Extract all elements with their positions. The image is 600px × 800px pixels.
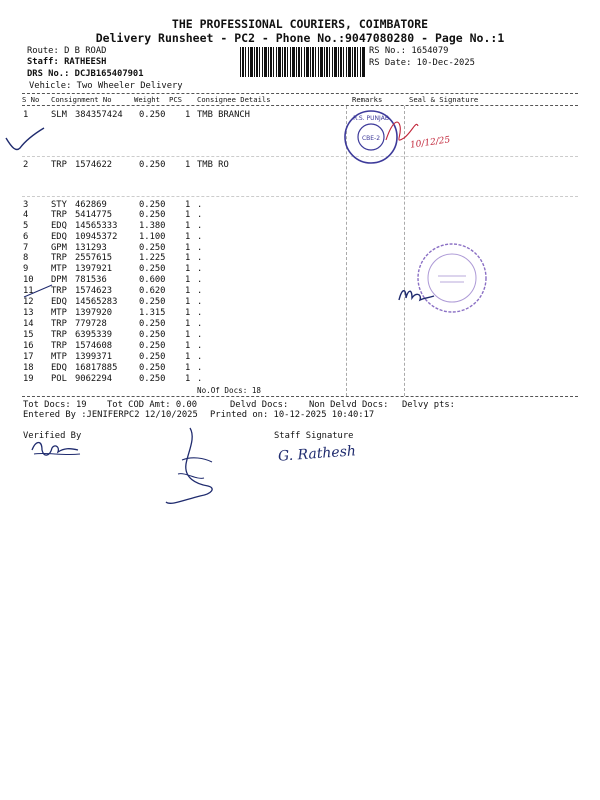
cell-consignee: . [197, 232, 203, 242]
cell-num: 16817885 [75, 363, 118, 373]
cell-sno: 15 [23, 330, 34, 340]
cell-consignee: TMB RO [197, 160, 229, 170]
cell-pcs: 1 [185, 221, 191, 231]
table-row [0, 264, 600, 274]
cell-code: TRP [51, 210, 67, 220]
cell-weight: 0.600 [139, 275, 166, 285]
table-row [0, 200, 600, 210]
cell-sno: 8 [23, 253, 29, 263]
table-row [0, 160, 600, 170]
cell-weight: 0.250 [139, 200, 166, 210]
verified-signature [28, 436, 84, 462]
cell-num: 131293 [75, 243, 107, 253]
cell-num: 10945372 [75, 232, 118, 242]
verified-by-label: Verified By [23, 431, 82, 441]
cell-pcs: 1 [185, 330, 191, 340]
table-row [0, 110, 600, 120]
row11-signature [396, 282, 436, 308]
table-row [0, 243, 600, 253]
cell-sno: 2 [23, 160, 29, 170]
cell-weight: 0.250 [139, 374, 166, 384]
table-row [0, 330, 600, 340]
tot-cod-amt: Tot COD Amt: 0.00 [107, 400, 198, 410]
cell-weight: 0.620 [139, 286, 166, 296]
header-bottom-rule [22, 105, 578, 106]
row1-date-handwriting: 10/12/25 [409, 135, 451, 151]
cell-pcs: 1 [185, 297, 191, 307]
cell-sno: 5 [23, 221, 29, 231]
cell-code: EDQ [51, 297, 67, 307]
cell-weight: 0.250 [139, 363, 166, 373]
col-seal: Seal & Signature [409, 95, 479, 104]
cell-pcs: 1 [185, 319, 191, 329]
row-divider [22, 156, 578, 157]
cell-weight: 0.250 [139, 160, 166, 170]
cell-code: TRP [51, 319, 67, 329]
cell-code: MTP [51, 308, 67, 318]
cell-code: DPM [51, 275, 67, 285]
cell-weight: 0.250 [139, 210, 166, 220]
cell-weight: 1.315 [139, 308, 166, 318]
cell-consignee: . [197, 297, 203, 307]
non-delvd-docs: Non Delvd Docs: [309, 400, 389, 410]
cell-sno: 3 [23, 200, 29, 210]
cell-code: TRP [51, 341, 67, 351]
cell-pcs: 1 [185, 308, 191, 318]
table-row [0, 308, 600, 318]
cell-consignee: . [197, 352, 203, 362]
cell-consignee: . [197, 286, 203, 296]
cell-weight: 0.250 [139, 243, 166, 253]
cell-sno: 11 [23, 286, 34, 296]
col-remarks: Remarks [352, 95, 383, 104]
cell-weight: 0.250 [139, 319, 166, 329]
cell-weight: 0.250 [139, 110, 166, 120]
route-text: Route: D B ROAD [27, 46, 107, 56]
cell-weight: 1.100 [139, 232, 166, 242]
cell-consignee: . [197, 200, 203, 210]
cell-consignee: . [197, 221, 203, 231]
stamp-ring-text: R.S. PUNJAB [353, 115, 389, 122]
tick-mark [2, 122, 46, 156]
cell-pcs: 1 [185, 160, 191, 170]
cell-weight: 0.250 [139, 297, 166, 307]
cell-code: EDQ [51, 221, 67, 231]
cell-consignee: . [197, 253, 203, 263]
cell-num: 1397921 [75, 264, 113, 274]
row1-signature [382, 112, 472, 156]
cell-num: 462869 [75, 200, 107, 210]
cell-num: 9062294 [75, 374, 113, 384]
cell-num: 1574608 [75, 341, 113, 351]
cell-sno: 18 [23, 363, 34, 373]
table-row [0, 253, 600, 263]
cell-weight: 1.225 [139, 253, 166, 263]
cell-pcs: 1 [185, 275, 191, 285]
barcode [240, 47, 366, 77]
cell-num: 779728 [75, 319, 107, 329]
row-divider [22, 196, 578, 197]
cell-consignee: TMB BRANCH [197, 110, 250, 120]
cell-num: 1397920 [75, 308, 113, 318]
cell-code: MTP [51, 352, 67, 362]
cell-num: 781536 [75, 275, 107, 285]
col-consignee: Consignee Details [197, 95, 271, 104]
cell-code: SLM [51, 110, 67, 120]
cell-pcs: 1 [185, 352, 191, 362]
cell-pcs: 1 [185, 374, 191, 384]
cell-sno: 13 [23, 308, 34, 318]
table-row [0, 221, 600, 231]
cell-code: POL [51, 374, 67, 384]
no-of-docs: No.Of Docs: 18 [197, 386, 262, 395]
staff-handwritten-signature: G. Rathesh [277, 443, 357, 465]
table-row [0, 286, 600, 296]
cell-num: 14565283 [75, 297, 118, 307]
cell-num: 2557615 [75, 253, 113, 263]
cell-consignee: . [197, 264, 203, 274]
cell-sno: 4 [23, 210, 29, 220]
col-pcs: PCS [169, 95, 182, 104]
cell-consignee: . [197, 243, 203, 253]
table-row [0, 275, 600, 285]
cell-pcs: 1 [185, 363, 191, 373]
cell-sno: 6 [23, 232, 29, 242]
stamp-center-text: CBE-2 [361, 135, 381, 142]
cell-code: TRP [51, 253, 67, 263]
flourish-signature [160, 422, 230, 508]
cell-code: EDQ [51, 363, 67, 373]
cell-sno: 16 [23, 341, 34, 351]
cell-code: STY [51, 200, 67, 210]
delvy-pts: Delvy pts: [402, 400, 455, 410]
cell-code: TRP [51, 160, 67, 170]
entered-by: Entered By :JENIFERPC2 12/10/2025 [23, 410, 198, 420]
rs-number: RS No.: 1654079 [369, 46, 449, 56]
cell-sno: 12 [23, 297, 34, 307]
cell-sno: 7 [23, 243, 29, 253]
cell-consignee: . [197, 341, 203, 351]
table-bottom-rule [22, 396, 578, 397]
cell-code: TRP [51, 286, 67, 296]
table-row [0, 374, 600, 384]
header-top-rule [22, 93, 578, 94]
cell-code: EDQ [51, 232, 67, 242]
cell-pcs: 1 [185, 110, 191, 120]
table-row [0, 352, 600, 362]
cell-weight: 0.250 [139, 352, 166, 362]
vehicle-text: Vehicle: Two Wheeler Delivery [29, 81, 183, 91]
staff-text: Staff: RATHEESH [27, 57, 107, 67]
cell-num: 1399371 [75, 352, 113, 362]
cell-consignee: . [197, 374, 203, 384]
cell-weight: 0.250 [139, 341, 166, 351]
cell-sno: 10 [23, 275, 34, 285]
table-row [0, 232, 600, 242]
cell-consignee: . [197, 308, 203, 318]
col-weight: Weight [134, 95, 160, 104]
cell-num: 384357424 [75, 110, 123, 120]
cell-pcs: 1 [185, 253, 191, 263]
cell-sno: 14 [23, 319, 34, 329]
cell-weight: 0.250 [139, 330, 166, 340]
table-row [0, 341, 600, 351]
table-row [0, 363, 600, 373]
cell-num: 1574622 [75, 160, 113, 170]
cell-consignee: . [197, 210, 203, 220]
printed-on: Printed on: 10-12-2025 10:40:17 [210, 410, 375, 420]
cell-consignee: . [197, 330, 203, 340]
cell-pcs: 1 [185, 200, 191, 210]
col-sno: S No [22, 95, 40, 104]
cell-pcs: 1 [185, 232, 191, 242]
company-title: THE PROFESSIONAL COURIERS, COIMBATORE [171, 17, 429, 31]
cell-sno: 19 [23, 374, 34, 384]
cell-pcs: 1 [185, 243, 191, 253]
cell-sno: 17 [23, 352, 34, 362]
cell-consignee: . [197, 319, 203, 329]
cell-num: 1574623 [75, 286, 113, 296]
cell-code: TRP [51, 330, 67, 340]
runsheet-title: Delivery Runsheet - PC2 - Phone No.:9047080280 - Page No.:1 [95, 31, 505, 45]
cell-weight: 0.250 [139, 264, 166, 274]
tot-docs: Tot Docs: 19 [23, 400, 87, 410]
delvd-docs: Delvd Docs: [230, 400, 289, 410]
cell-pcs: 1 [185, 210, 191, 220]
cell-num: 6395339 [75, 330, 113, 340]
cell-pcs: 1 [185, 286, 191, 296]
staff-signature-label: Staff Signature [274, 431, 354, 441]
cell-consignee: . [197, 363, 203, 373]
strike-mark [22, 281, 56, 301]
drs-number: DRS No.: DCJB165407901 [27, 69, 144, 79]
col-consignment: Consignment No [51, 95, 112, 104]
cell-weight: 1.380 [139, 221, 166, 231]
cell-sno: 9 [23, 264, 29, 274]
cell-pcs: 1 [185, 341, 191, 351]
table-row [0, 297, 600, 307]
cell-sno: 1 [23, 110, 29, 120]
cell-num: 5414775 [75, 210, 113, 220]
cell-code: GPM [51, 243, 67, 253]
cell-num: 14565333 [75, 221, 118, 231]
cell-code: MTP [51, 264, 67, 274]
rs-date: RS Date: 10-Dec-2025 [369, 58, 475, 68]
cell-pcs: 1 [185, 264, 191, 274]
cell-consignee: . [197, 275, 203, 285]
table-row [0, 210, 600, 220]
table-row [0, 319, 600, 329]
